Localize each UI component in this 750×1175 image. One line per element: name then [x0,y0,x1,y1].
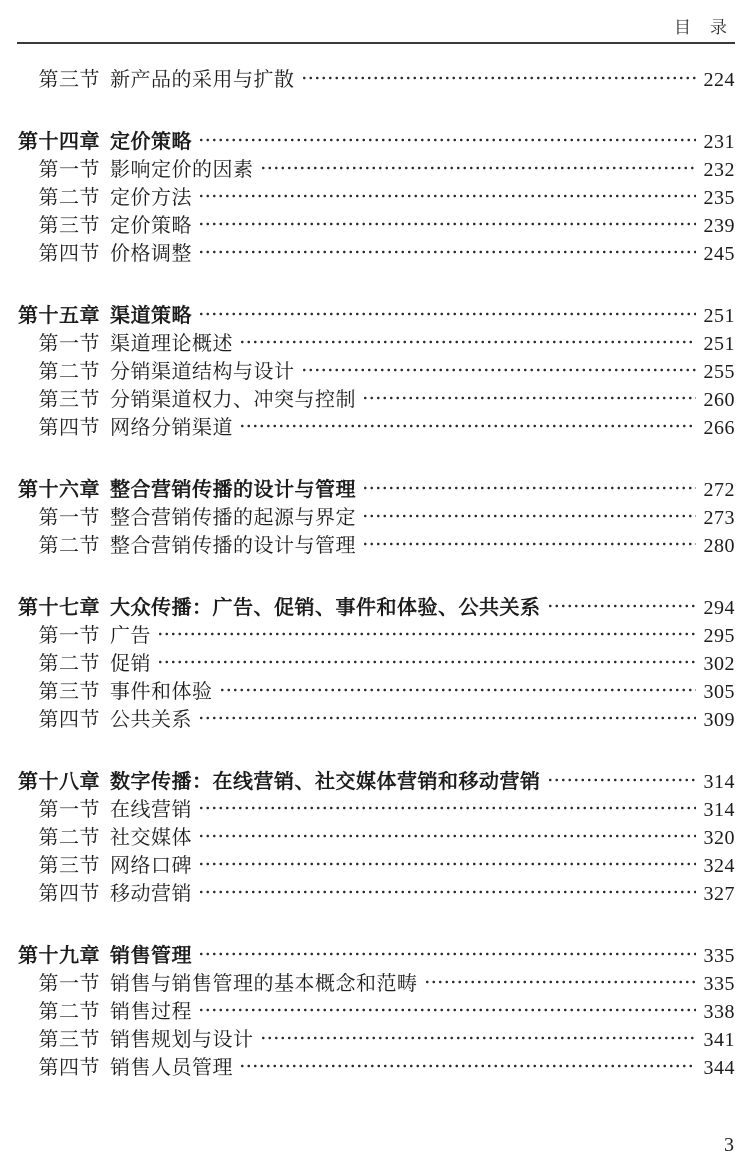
toc-entry-label: 第三节 [38,215,100,237]
dot-leader [198,952,696,956]
toc-entry-label: 第二节 [38,1001,100,1023]
dot-leader [198,890,696,894]
toc-entry-page: 344 [703,1057,735,1079]
toc-entry-label: 第三节 [38,855,100,877]
toc-entry-page: 239 [703,215,735,237]
toc-row-section [17,852,735,880]
dot-leader [260,1036,697,1040]
toc-entry-label: 第四节 [38,709,100,731]
dot-leader [198,312,696,316]
toc-entry-page: 245 [703,243,735,265]
toc-entry-title: 销售规划与设计 [110,1029,254,1051]
toc-entry-title: 整合营销传播的起源与界定 [110,507,356,529]
toc-entry-label: 第三节 [38,1029,100,1051]
toc-row-section [17,532,735,560]
toc-entry-title: 事件和体验 [110,681,213,703]
toc-entry-label: 第四节 [38,1057,100,1079]
toc-row-section [17,414,735,442]
toc-entry-page: 305 [703,681,735,703]
toc-entry-page: 324 [703,855,735,877]
toc-entry-title: 整合营销传播的设计与管理 [110,535,356,557]
toc-row-section [17,796,735,824]
toc-entry-page: 224 [703,69,735,91]
toc-entry-title: 大众传播：广告、促销、事件和体验、公共关系 [110,597,541,619]
dot-leader [157,632,696,636]
toc-entry-title: 销售过程 [110,1001,192,1023]
toc-row-section [17,650,735,678]
dot-leader [547,778,697,782]
toc-entry-label: 第四节 [38,243,100,265]
toc-row-chapter [17,768,735,796]
toc-row-section [17,386,735,414]
toc-entry-page: 231 [703,131,735,153]
toc-entry-label: 第二节 [38,361,100,383]
toc-entry-title: 促销 [110,653,151,675]
toc-entry-title: 广告 [110,625,151,647]
toc-entry-title: 销售与销售管理的基本概念和范畴 [110,973,418,995]
toc-row-section [17,998,735,1026]
dot-leader [301,368,697,372]
footer-page-number: 3 [724,1134,734,1156]
toc-entry-label: 第三节 [38,69,100,91]
toc-entry-title: 定价方法 [110,187,192,209]
dot-leader [260,166,697,170]
toc-row-section [17,824,735,852]
toc-entry-label: 第二节 [38,827,100,849]
toc-entry-page: 302 [703,653,735,675]
page-header-title: 目 录 [674,18,728,37]
toc-entry-title: 定价策略 [110,131,192,153]
toc-entry-label: 第二节 [38,187,100,209]
toc-entry-title: 分销渠道权力、冲突与控制 [110,389,356,411]
toc-entry-page: 341 [703,1029,735,1051]
toc-entry-page: 273 [703,507,735,529]
toc-row-section [17,504,735,532]
dot-leader [198,806,696,810]
toc-entry-title: 移动营销 [110,883,192,905]
toc-entry-label: 第二节 [38,535,100,557]
toc-entry-page: 280 [703,535,735,557]
toc-entry-page: 255 [703,361,735,383]
toc-row-chapter [17,476,735,504]
dot-leader [198,138,696,142]
toc-row-chapter [17,942,735,970]
dot-leader [198,716,696,720]
dot-leader [301,76,697,80]
toc-entry-title: 销售管理 [110,945,192,967]
toc-entry-title: 分销渠道结构与设计 [110,361,295,383]
dot-leader [219,688,697,692]
toc-entry-label: 第三节 [38,389,100,411]
toc-entry-page: 260 [703,389,735,411]
toc-entry-title: 公共关系 [110,709,192,731]
toc-entry-title: 网络口碑 [110,855,192,877]
toc-row-section [17,66,735,94]
toc-entry-label: 第一节 [38,799,100,821]
toc-entry-title: 网络分销渠道 [110,417,233,439]
toc-row-chapter [17,128,735,156]
toc-row-section [17,184,735,212]
dot-leader [239,340,696,344]
toc-entry-label: 第十四章 [18,131,100,153]
toc-entry-label: 第十七章 [18,597,100,619]
toc-row-section [17,622,735,650]
toc-entry-page: 251 [703,333,735,355]
toc-row-section [17,1026,735,1054]
toc-entry-title: 社交媒体 [110,827,192,849]
toc-entry-page: 235 [703,187,735,209]
toc-entry-page: 309 [703,709,735,731]
dot-leader [198,1008,696,1012]
dot-leader [198,862,696,866]
toc-entry-page: 338 [703,1001,735,1023]
toc-entry-label: 第四节 [38,883,100,905]
toc-row-section [17,358,735,386]
toc-row-section [17,678,735,706]
toc-entry-page: 314 [703,799,735,821]
dot-leader [198,834,696,838]
dot-leader [362,542,696,546]
toc-entry-title: 渠道理论概述 [110,333,233,355]
dot-leader [362,486,696,490]
toc-row-section [17,1054,735,1082]
toc-entry-page: 295 [703,625,735,647]
toc-entry-title: 渠道策略 [110,305,192,327]
toc-entry-label: 第十六章 [18,479,100,501]
toc-entry-title: 销售人员管理 [110,1057,233,1079]
toc-entry-page: 251 [703,305,735,327]
toc-entry-label: 第一节 [38,973,100,995]
toc-entry-label: 第一节 [38,625,100,647]
toc-entry-title: 影响定价的因素 [110,159,254,181]
toc-entry-label: 第三节 [38,681,100,703]
toc-entry-title: 新产品的采用与扩散 [110,69,295,91]
toc-entry-page: 294 [703,597,735,619]
toc-row-section [17,970,735,998]
toc-row-chapter [17,302,735,330]
toc-row-section [17,156,735,184]
dot-leader [362,514,696,518]
dot-leader [198,222,696,226]
toc-entry-title: 价格调整 [110,243,192,265]
toc-entry-label: 第十八章 [18,771,100,793]
dot-leader [547,604,697,608]
toc-row-section [17,240,735,268]
toc-row-section [17,706,735,734]
dot-leader [424,980,697,984]
toc-entry-title: 在线营销 [110,799,192,821]
toc-entry-label: 第十五章 [18,305,100,327]
toc-entry-label: 第一节 [38,159,100,181]
dot-leader [198,194,696,198]
toc-entry-label: 第十九章 [18,945,100,967]
toc-entry-page: 327 [703,883,735,905]
toc-row-section [17,330,735,358]
dot-leader [198,250,696,254]
dot-leader [239,424,696,428]
toc-entry-label: 第一节 [38,333,100,355]
toc-entry-page: 335 [703,945,735,967]
toc-row-chapter [17,594,735,622]
toc-entry-title: 数字传播：在线营销、社交媒体营销和移动营销 [110,771,541,793]
toc-entry-page: 335 [703,973,735,995]
dot-leader [362,396,696,400]
toc-entry-label: 第四节 [38,417,100,439]
toc-row-section [17,212,735,240]
toc-entry-page: 314 [703,771,735,793]
toc-list [17,44,735,1082]
toc-entry-page: 266 [703,417,735,439]
toc-entry-page: 232 [703,159,735,181]
toc-entry-title: 定价策略 [110,215,192,237]
toc-entry-title: 整合营销传播的设计与管理 [110,479,356,501]
toc-entry-page: 320 [703,827,735,849]
toc-row-section [17,880,735,908]
dot-leader [157,660,696,664]
toc-entry-label: 第一节 [38,507,100,529]
toc-entry-page: 272 [703,479,735,501]
dot-leader [239,1064,696,1068]
toc-entry-label: 第二节 [38,653,100,675]
